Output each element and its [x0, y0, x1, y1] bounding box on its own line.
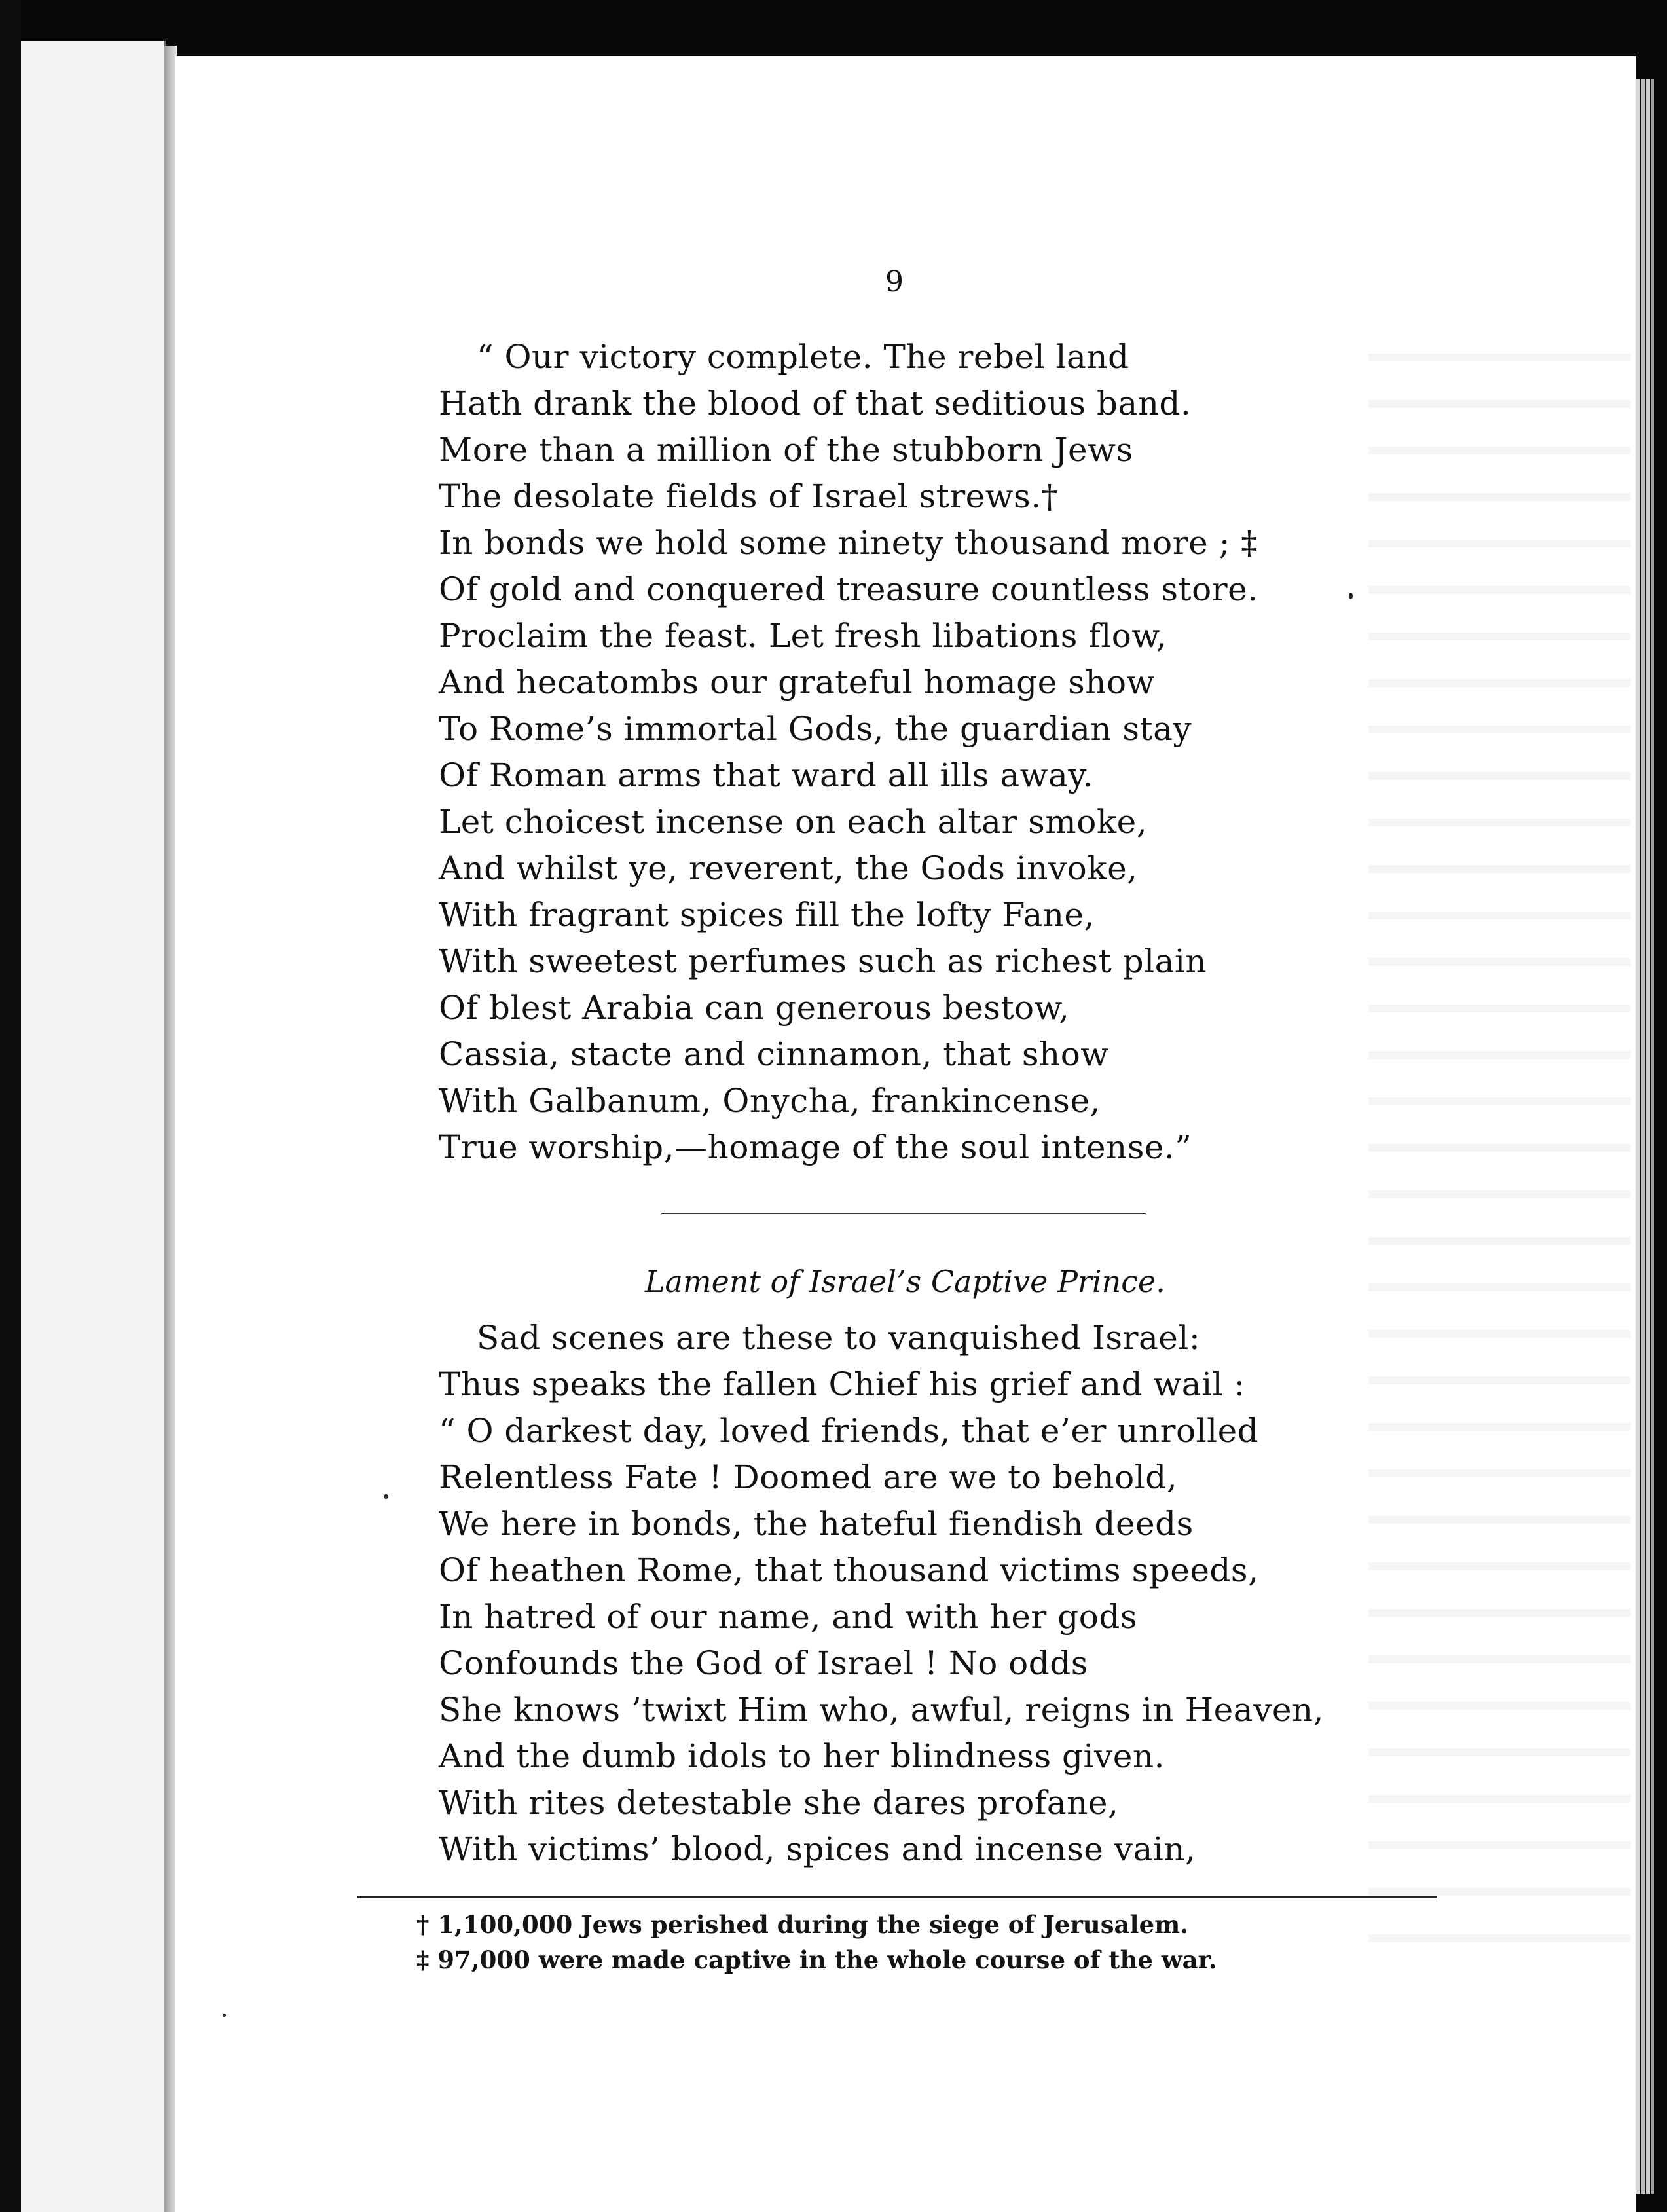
- footnote: ‡ 97,000 were made captive in the whole course of the war.: [416, 1945, 1217, 1974]
- poem-line: To Rome’s immortal Gods, the guardian stay: [439, 710, 1192, 748]
- poem-line: Proclaim the feast. Let fresh libations flow,: [439, 617, 1167, 655]
- scan-speck: [1349, 593, 1353, 599]
- poem-line: Of gold and conquered treasure countless store.: [439, 570, 1258, 608]
- poem-line: She knows ’twixt Him who, awful, reigns in Heaven,: [439, 1691, 1325, 1729]
- poem-line: In bonds we hold some ninety thousand more ; ‡: [439, 524, 1258, 562]
- page-edge: [1641, 79, 1645, 2194]
- poem-line: More than a million of the stubborn Jews: [439, 431, 1133, 469]
- section-divider: [661, 1213, 1146, 1215]
- poem-line: Sad scenes are these to vanquished Israel:: [477, 1319, 1201, 1357]
- poem-line: In hatred of our name, and with her gods: [439, 1598, 1137, 1636]
- poem-line: Relentless Fate ! Doomed are we to behold,: [439, 1458, 1178, 1496]
- book-gutter: [164, 46, 177, 2212]
- poem-line: The desolate fields of Israel strews.†: [439, 477, 1059, 515]
- scan-speck: [223, 2014, 226, 2017]
- footnotes: [416, 1907, 1217, 1978]
- page-edge: [1651, 79, 1654, 2194]
- poem-line: “ Our victory complete. The rebel land: [477, 338, 1129, 376]
- poem-line: Cassia, stacte and cinnamon, that show: [439, 1035, 1109, 1073]
- scan-speck: [384, 1494, 388, 1499]
- show-through-text: [1368, 327, 1630, 1964]
- previous-page-edge: [21, 41, 166, 2212]
- poem-line: With Galbanum, Onycha, frankincense,: [439, 1082, 1101, 1120]
- scan-border: [0, 0, 21, 2212]
- footnote-divider: [357, 1896, 1437, 1898]
- poem-line: Thus speaks the fallen Chief his grief and wail :: [439, 1365, 1245, 1403]
- poem-line: “ O darkest day, loved friends, that e’er unrolled: [439, 1412, 1259, 1450]
- poem-line: True worship,—homage of the soul intense.”: [439, 1128, 1192, 1166]
- poem-line: With fragrant spices fill the lofty Fane,: [439, 896, 1095, 934]
- page-edge: [1636, 79, 1640, 2194]
- poem-stanza-1: [439, 334, 1258, 1171]
- page-edge: [1646, 79, 1650, 2194]
- poem-line: Hath drank the blood of that seditious band.: [439, 384, 1192, 422]
- poem-line: And whilst ye, reverent, the Gods invoke,: [439, 849, 1138, 887]
- poem-line: With sweetest perfumes such as richest plain: [439, 942, 1207, 980]
- poem-stanza-2: [439, 1315, 1324, 1873]
- poem-line: Confounds the God of Israel ! No odds: [439, 1644, 1088, 1682]
- poem-line: And the dumb idols to her blindness given.: [439, 1737, 1165, 1775]
- poem-line: With rites detestable she dares profane,: [439, 1784, 1119, 1822]
- poem-line: We here in bonds, the hateful fiendish deeds: [439, 1505, 1194, 1543]
- poem-line: And hecatombs our grateful homage show: [439, 663, 1155, 701]
- poem-line: Of blest Arabia can generous bestow,: [439, 989, 1070, 1027]
- section-title: Lament of Israel’s Captive Prince.: [645, 1264, 1165, 1299]
- poem-line: Let choicest incense on each altar smoke,: [439, 803, 1148, 841]
- poem-line: With victims’ blood, spices and incense vain,: [439, 1830, 1196, 1868]
- footnote: † 1,100,000 Jews perished during the siege of Jerusalem.: [416, 1910, 1189, 1939]
- poem-line: Of heathen Rome, that thousand victims speeds,: [439, 1551, 1259, 1589]
- page-number: 9: [885, 265, 904, 299]
- poem-line: Of Roman arms that ward all ills away.: [439, 756, 1093, 794]
